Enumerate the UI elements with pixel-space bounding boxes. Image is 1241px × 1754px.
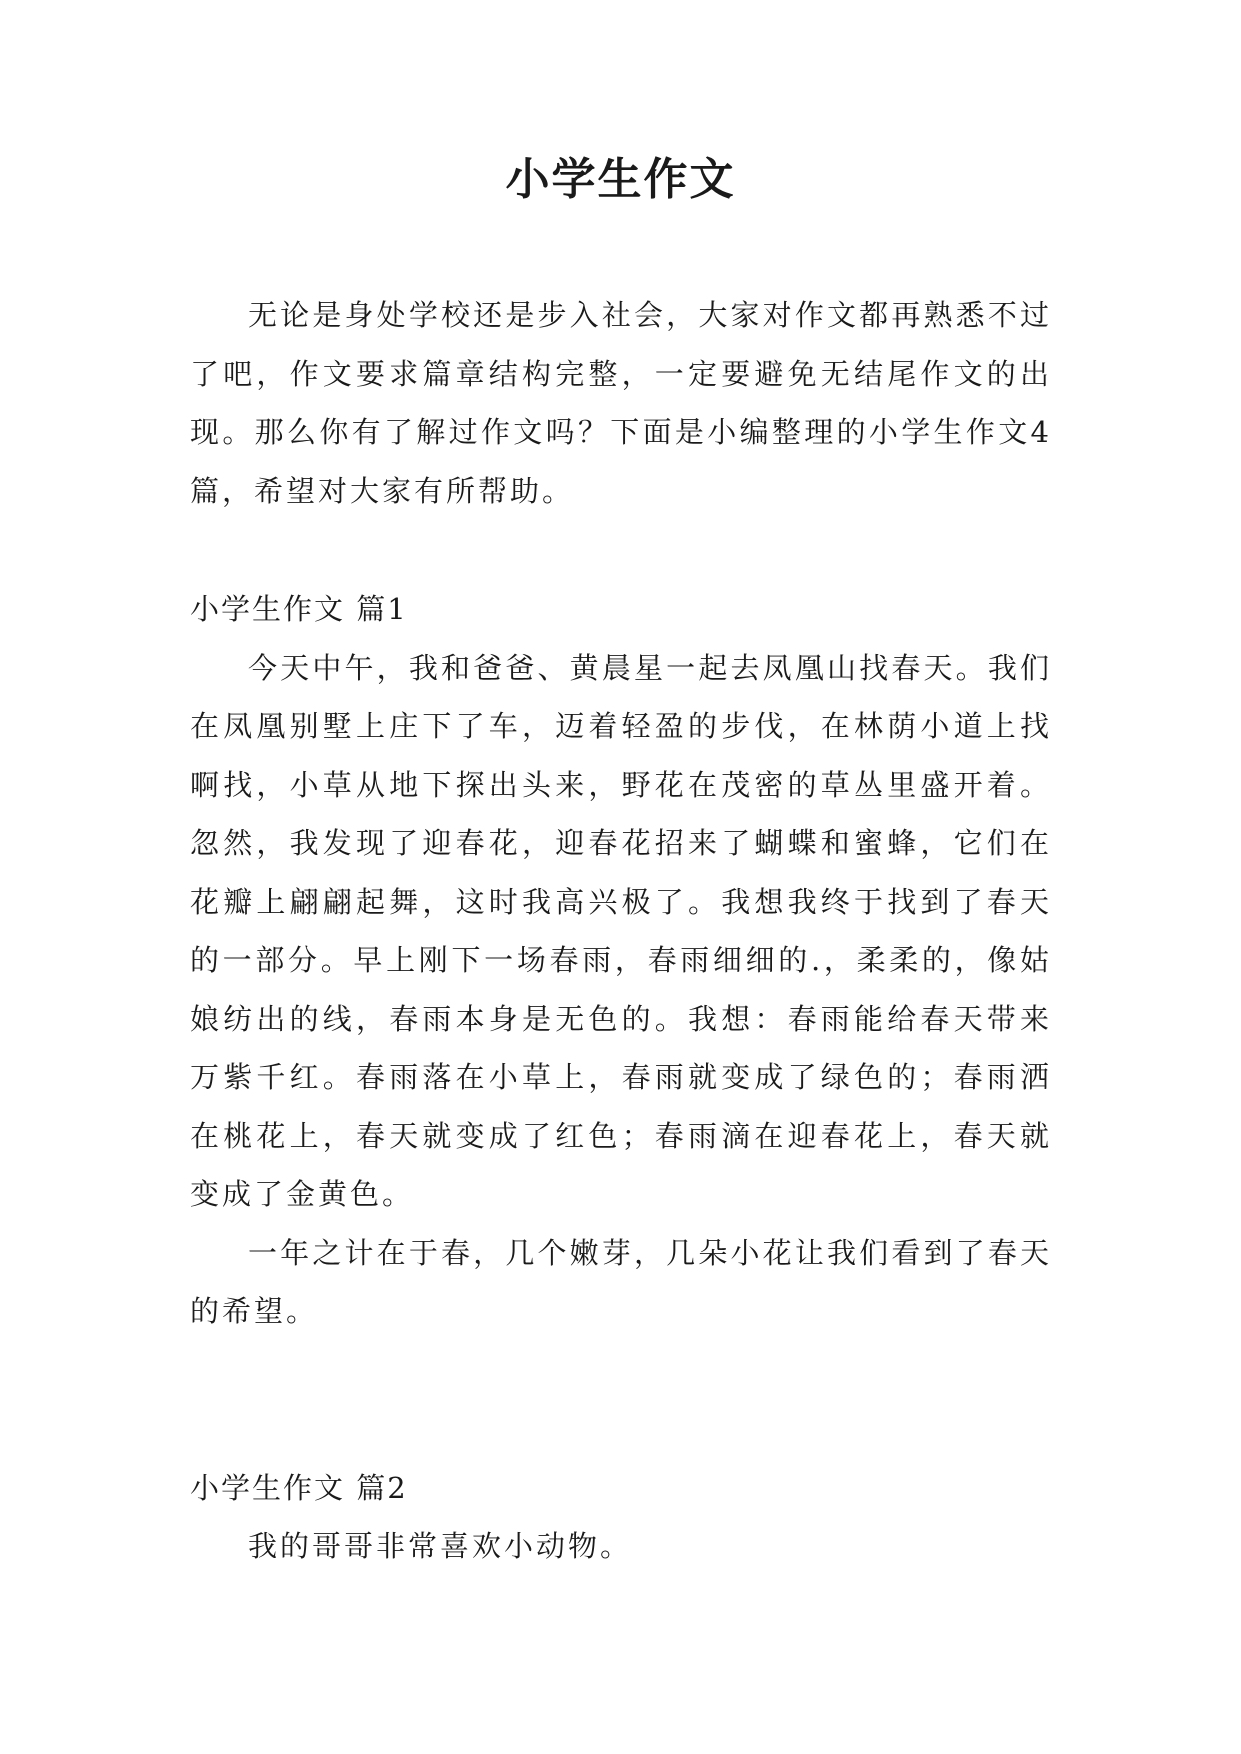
section-paragraph: 一年之计在于春，几个嫩芽，几朵小花让我们看到了春天的希望。 bbox=[190, 1235, 1052, 1328]
section-paragraph: 今天中午，我和爸爸、黄晨星一起去凤凰山找春天。我们在凤凰别墅上庄下了车，迈着轻盈的步伐，在林荫小道上找啊找，小草从地下探出头来，野花在茂密的草丛里盛开着。忽然，我发现了迎春花，迎春花招来了蝴蝶和蜜蜂，它们在花瓣上翩翩起舞，这时我高兴极了。我想我终于找到了春天的一部分。早上刚下一场春雨，春雨细细的.，柔柔的，像姑娘纺出的线，春雨本身是无色的。我想：春雨能给春天带来万紫千红。春雨落在小草上，春雨就变成了绿色的；春雨洒在桃花上，春天就变成了红色；春雨滴在迎春花上，春天就变成了金黄色。 bbox=[190, 650, 1052, 1211]
spacer bbox=[190, 1341, 1052, 1459]
intro-paragraph: 无论是身处学校还是步入社会，大家对作文都再熟悉不过了吧，作文要求篇章结构完整，一定要避免无结尾作文的出现。那么你有了解过作文吗？下面是小编整理的小学生作文4篇，希望对大家有所帮助。 bbox=[190, 298, 1052, 508]
document-body bbox=[190, 286, 1052, 1576]
section-paragraph: 我的哥哥非常喜欢小动物。 bbox=[248, 1529, 633, 1563]
spacer bbox=[190, 520, 1052, 580]
document-title: 小学生作文 bbox=[505, 154, 736, 205]
section-heading: 小学生作文 篇2 bbox=[190, 1470, 408, 1505]
section-heading: 小学生作文 篇1 bbox=[190, 592, 408, 626]
